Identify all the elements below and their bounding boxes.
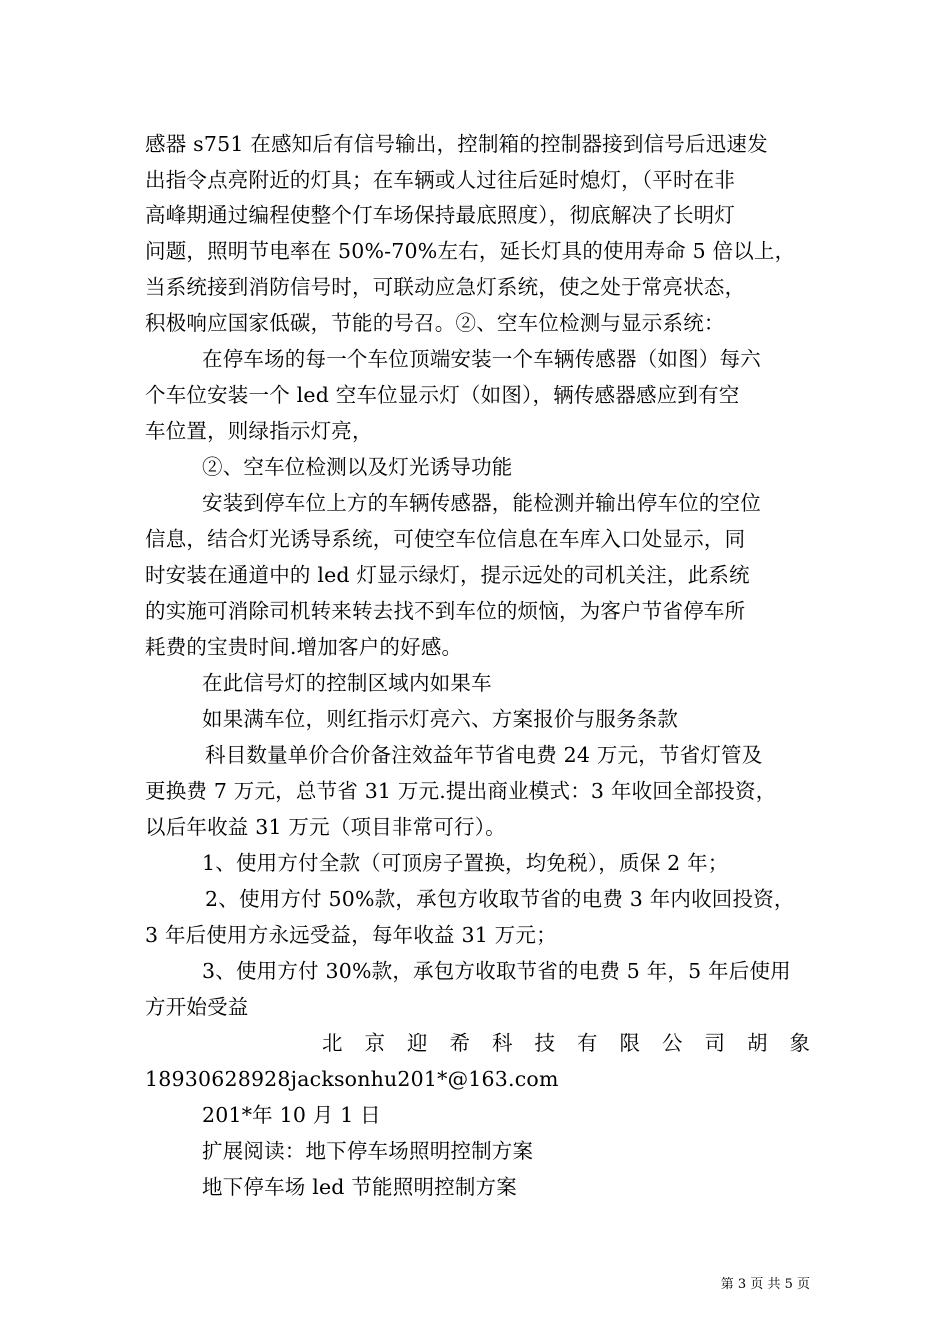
body-line: 时安装在通道中的 led 灯显示绿灯，提示远处的司机关注，此系统 <box>145 563 750 587</box>
signature-char: 希 <box>449 1031 470 1055</box>
body-line: 信息，结合灯光诱导系统，可使空车位信息在车库入口处显示，同 <box>145 527 746 551</box>
body-line: 积极响应国家低碳，节能的号召。②、空车位检测与显示系统： <box>145 311 725 335</box>
signature-char: 迎 <box>407 1031 428 1055</box>
body-line: 个车位安装一个 led 空车位显示灯（如图），辆传感器感应到有空 <box>145 383 740 407</box>
body-line: 当系统接到消防信号时，可联动应急灯系统，使之处于常亮状态， <box>145 275 746 299</box>
signature-char: 公 <box>662 1031 683 1055</box>
body-line: 感器 s751 在感知后有信号输出，控制箱的控制器接到信号后迅速发 <box>145 132 768 156</box>
body-line: 出指令点亮附近的灯具；在车辆或人过往后延时熄灯，（平时在非 <box>145 168 736 192</box>
date-line: 201*年 10 月 1 日 <box>202 1103 381 1127</box>
signature-char: 胡 <box>747 1031 768 1055</box>
body-line: 安装到停车位上方的车辆传感器，能检测并输出停车位的空位 <box>202 491 761 515</box>
signature-char: 司 <box>704 1031 725 1055</box>
page-number: 第 3 页 共 5 页 <box>720 1277 810 1292</box>
signature-char: 京 <box>364 1031 385 1055</box>
body-line: 问题，照明节电率在 50%-70%左右，延长灯具的使用寿命 5 倍以上， <box>145 239 796 263</box>
body-line: 耗费的宝贵时间.增加客户的好感。 <box>145 635 463 659</box>
contact-line: 18930628928jacksonhu201*@163.com <box>145 1067 559 1091</box>
body-line: 更换费 7 万元，总节省 31 万元.提出商业模式：3 年收回全部投资， <box>145 779 777 803</box>
body-line: 的实施可消除司机转来转去找不到车位的烦恼，为客户节省停车所 <box>145 599 746 623</box>
body-line: 车位置，则绿指示灯亮， <box>145 419 373 443</box>
body-line: 如果满车位，则红指示灯亮六、方案报价与服务条款 <box>202 707 679 731</box>
signature-char: 技 <box>534 1031 555 1055</box>
signature-char: 科 <box>492 1031 513 1055</box>
body-line: 以后年收益 31 万元（项目非常可行）。 <box>145 815 506 839</box>
body-line: 高峰期通过编程使整个仃车场保持最底照度），彻底解决了长明灯 <box>145 203 736 227</box>
body-line: 3 年后使用方永远受益，每年收益 31 万元； <box>145 923 557 947</box>
extended-reading: 扩展阅读：地下停车场照明控制方案 <box>202 1139 534 1163</box>
signature-char: 北 <box>322 1031 343 1055</box>
signature-char: 有 <box>577 1031 598 1055</box>
signature-char: 象 <box>789 1031 810 1055</box>
signature-char: 限 <box>619 1031 640 1055</box>
signature-line <box>322 1029 810 1057</box>
section-heading: ②、空车位检测以及灯光诱导功能 <box>202 455 513 479</box>
list-item: 3、使用方付 30%款，承包方收取节省的电费 5 年，5 年后使用 <box>202 959 791 983</box>
body-line: 方开始受益 <box>145 995 249 1019</box>
extended-title: 地下停车场 led 节能照明控制方案 <box>202 1175 517 1199</box>
list-item: 2、使用方付 50%款，承包方收取节省的电费 3 年内收回投资， <box>205 887 795 911</box>
body-line: 在停车场的每一个车位顶端安装一个车辆传感器（如图）每六 <box>202 347 761 371</box>
body-line: 在此信号灯的控制区域内如果车 <box>202 671 492 695</box>
list-item: 1、使用方付全款（可顶房子置换，均免税），质保 2 年； <box>202 851 729 875</box>
body-line: 科目数量单价合价备注效益年节省电费 24 万元，节省灯管及 <box>205 743 763 767</box>
